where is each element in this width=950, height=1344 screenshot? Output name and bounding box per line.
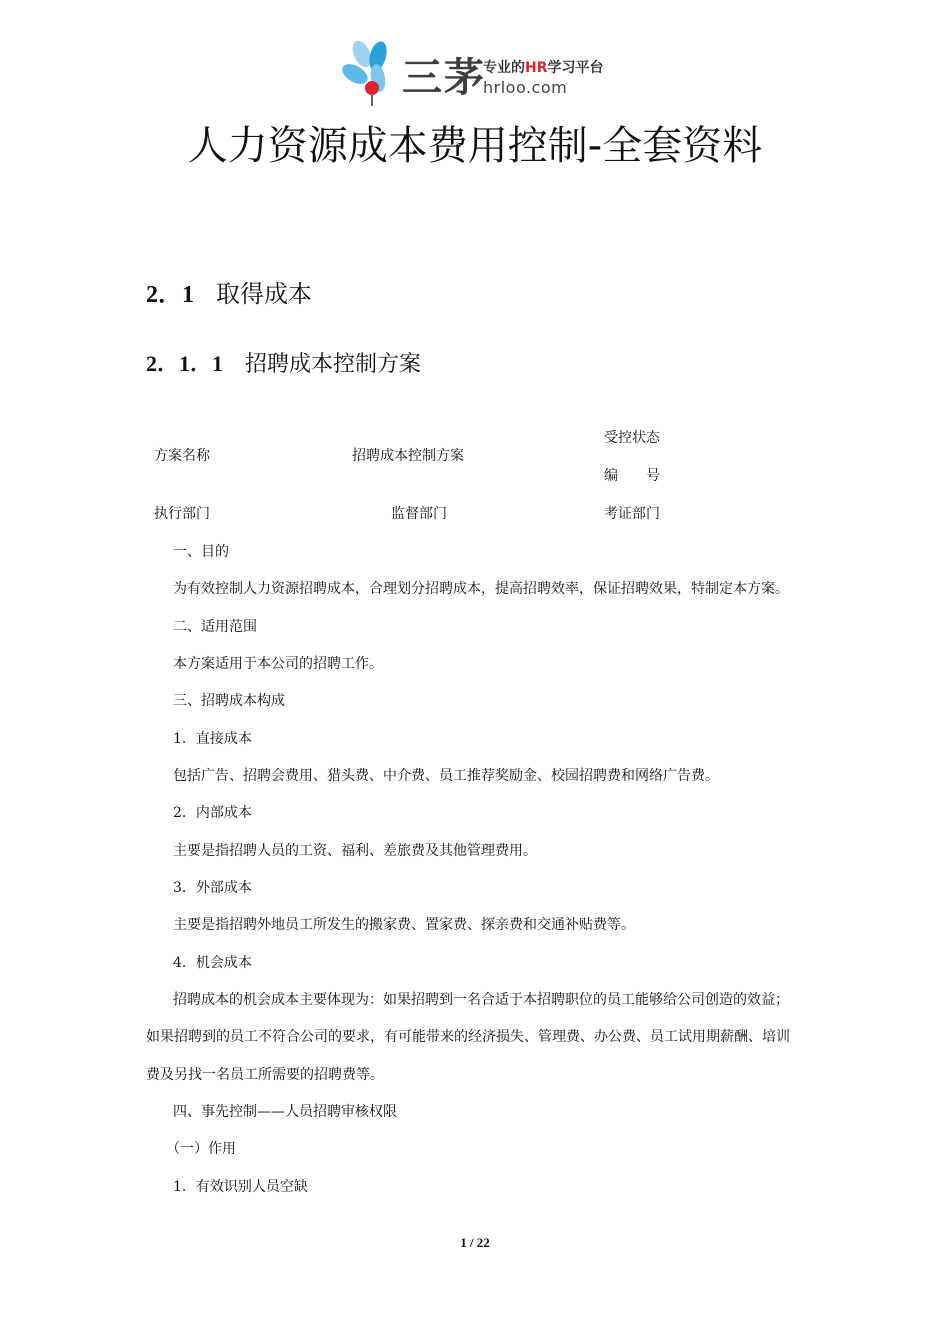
page-number: 1 / 22 xyxy=(460,1235,490,1250)
paragraph-line: 如果招聘到的员工不符合公司的要求，有可能带来的经济损失、管理费、办公费、员工试用期薪酬、培训 xyxy=(146,1029,790,1045)
paragraph: 包括广告、招聘会费用、猎头费、中介费、员工推荐奖励金、校园招聘费和网络广告费。 xyxy=(173,768,719,784)
subsection-text: 招聘成本控制方案 xyxy=(245,352,422,377)
scheme-name-value: 招聘成本控制方案 xyxy=(352,448,464,464)
verify-dept-label: 考证部门 xyxy=(604,506,660,522)
heading-cost-composition: 三、招聘成本构成 xyxy=(173,693,285,709)
logo-tagline-post: 学习平台 xyxy=(547,60,604,76)
list-heading: 2．内部成本 xyxy=(173,805,252,821)
heading-scope: 二、适用范围 xyxy=(173,619,257,635)
scheme-name-label: 方案名称 xyxy=(154,448,210,464)
section-number: 2．1 xyxy=(146,282,194,308)
supervise-dept-label: 监督部门 xyxy=(391,506,447,522)
heading-precontrol: 四、事先控制——人员招聘审核权限 xyxy=(173,1104,397,1120)
list-heading: 3．外部成本 xyxy=(173,880,252,896)
subsection-heading xyxy=(146,347,421,378)
subsection-number: 2．1．1 xyxy=(146,351,224,376)
subheading-function: （一）作用 xyxy=(166,1141,236,1157)
hrloo-logo xyxy=(338,40,628,108)
paragraph-line: 招聘成本的机会成本主要体现为：如果招聘到一名合适于本招聘职位的员工能够给公司创造的效益； xyxy=(173,992,789,1008)
dragonfly-logo-icon xyxy=(338,40,404,108)
controlled-status-label: 受控状态 xyxy=(604,430,660,446)
logo-tagline-hr: HR xyxy=(525,60,548,76)
list-heading: 4．机会成本 xyxy=(173,955,252,971)
logo-tagline xyxy=(483,57,604,77)
paragraph: 主要是指招聘外地员工所发生的搬家费、置家费、探亲费和交通补贴费等。 xyxy=(173,917,635,933)
section-heading xyxy=(146,274,312,309)
paragraph: 主要是指招聘人员的工资、福利、差旅费及其他管理费用。 xyxy=(173,843,537,859)
exec-dept-label: 执行部门 xyxy=(154,506,210,522)
paragraph-line: 费及另找一名员工所需要的招聘费等。 xyxy=(146,1067,384,1083)
logo-brand-name: 三茅 xyxy=(402,55,486,101)
list-heading: 1．有效识别人员空缺 xyxy=(173,1179,308,1195)
number-label: 编 号 xyxy=(604,468,660,484)
list-heading: 1．直接成本 xyxy=(173,731,252,747)
paragraph: 为有效控制人力资源招聘成本，合理划分招聘成本，提高招聘效率，保证招聘效果，特制定本方案。 xyxy=(173,581,789,597)
logo-tagline-pre: 专业的 xyxy=(483,60,525,76)
document-title: 人力资源成本费用控制-全套资料 xyxy=(187,123,763,169)
logo-url: hrloo.com xyxy=(483,78,568,97)
paragraph: 本方案适用于本公司的招聘工作。 xyxy=(173,656,383,672)
heading-purpose: 一、目的 xyxy=(173,544,229,560)
section-text: 取得成本 xyxy=(216,280,312,308)
